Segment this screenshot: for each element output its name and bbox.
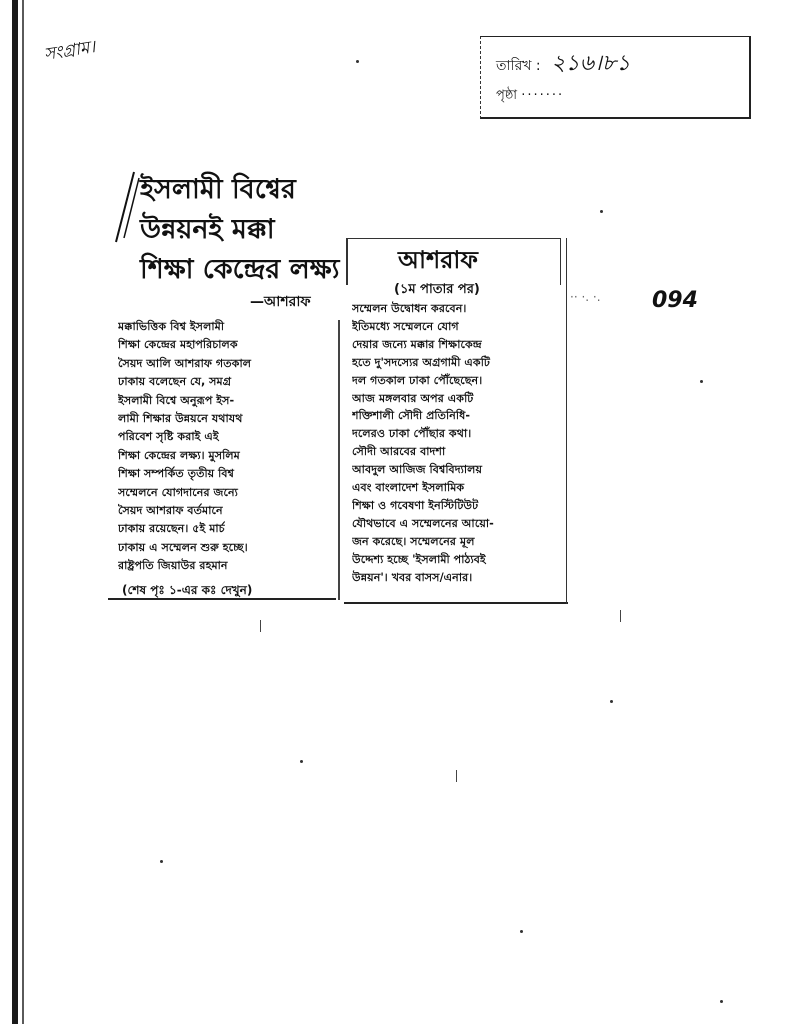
left-body-line: ঢাকায় বলেছেন যে, সমগ্র (118, 375, 232, 389)
left-body-line: ঢাকায় এ সম্মেলন শুরু হচ্ছে। (118, 540, 248, 554)
right-body-line: উন্নয়ন'। খবর বাসস/এনার। (352, 570, 473, 584)
right-body-line: শক্তিশালী সৌদী প্রতিনিধি- (352, 409, 471, 423)
right-article-body (352, 300, 558, 587)
headline-line-2: উন্নয়নই মক্কা (140, 214, 275, 245)
scan-speck (356, 60, 359, 63)
binding-edge (12, 0, 18, 1024)
right-body-line: সৌদী আরবের বাদশা (352, 445, 446, 459)
right-article-title: আশরাফ (398, 245, 478, 274)
scan-speck (700, 380, 703, 383)
page-row: পৃষ্ঠা ······· (496, 88, 565, 103)
right-clipping-bottom-rule (344, 602, 568, 604)
column-divider (338, 320, 340, 600)
page-label: পৃষ্ঠা (496, 88, 518, 103)
scan-speck (720, 1000, 723, 1003)
left-clipping-bottom-rule (108, 598, 336, 600)
headline-line-1: ইসলামী বিশ্বের (140, 174, 296, 205)
left-body-line: সম্মেলনে যোগদানের জন্যে (118, 485, 238, 499)
scan-speck (610, 700, 613, 703)
right-body-line: আজ মঙ্গলবার অপর একটি (352, 391, 474, 405)
right-body-line: দল গতকাল ঢাকা পৌঁছেছেন। (352, 373, 483, 387)
right-body-line: দেয়ার জন্যে মক্কার শিক্ষাকেন্দ্র (352, 337, 482, 351)
right-body-line: দলেরও ঢাকা পৌঁছার কথা। (352, 427, 472, 441)
left-body-line: শিক্ষা সম্পর্কিত তৃতীয় বিশ্ব (118, 467, 234, 481)
right-body-line: আবদুল আজিজ বিশ্ববিদ্যালয় (352, 463, 483, 477)
scan-speck (520, 930, 523, 933)
left-body-line: ইসলামী বিশ্বে অনুরূপ ইস- (118, 393, 235, 407)
handwritten-newspaper-label: সংগ্রাম। (42, 37, 97, 65)
scan-speck (300, 760, 303, 763)
date-row: তারিখ : ২১৬।৮১ (496, 51, 631, 76)
scan-scratch (620, 610, 621, 622)
left-body-line: সৈয়দ আলি আশরাফ গতকাল (118, 356, 252, 370)
right-body-line: হতে দু'সদস্যের অগ্রগামী একটি (352, 355, 490, 369)
left-body-line: মক্কাভিত্তিক বিশ্ব ইসলামী (118, 320, 225, 333)
right-body-line: ইতিমধ্যে সম্মেলনে যোগ (352, 319, 459, 333)
right-body-line: শিক্ষা ও গবেষণা ইনস্টিটিউট (352, 498, 479, 512)
left-body-line: লামী শিক্ষার উন্নয়নে যথাযথ (118, 412, 243, 426)
date-stamp-box (480, 36, 750, 118)
scan-speck (600, 210, 603, 213)
right-body-line: এবং বাংলাদেশ ইসলামিক (352, 481, 465, 495)
left-body-line: শিক্ষা কেন্দ্রের লক্ষ্য। মুসলিম (118, 448, 240, 462)
left-body-line: সৈয়দ আশরাফ বর্তমানে (118, 504, 223, 518)
binding-edge-shadow (22, 0, 24, 1024)
byline: —আশরাফ (250, 294, 311, 310)
right-body-line: উদ্দেশ্য হচ্ছে 'ইসলামী পাঠ্যবই (352, 552, 486, 566)
right-body-line: যৌথভাবে এ সম্মেলনের আয়ো- (352, 516, 494, 530)
continuation-note: (শেষ পৃঃ ১-এর কঃ দেখুন) (122, 583, 253, 597)
date-label: তারিখ (496, 58, 532, 74)
scan-speck (160, 860, 163, 863)
scan-scratch (456, 770, 457, 782)
left-body-line: পরিবেশ সৃষ্টি করাই এই (118, 430, 219, 444)
left-article-body (118, 318, 336, 576)
headline-line-3: শিক্ষা কেন্দ্রের লক্ষ্য (140, 254, 340, 285)
left-body-line: শিক্ষা কেন্দ্রের মহাপরিচালক (118, 338, 238, 352)
left-body-line: ঢাকায় রয়েছেন। ৫ই মার্চ (118, 522, 225, 536)
date-value: ২১৬।৮১ (551, 51, 631, 76)
right-body-line: সম্মেলন উদ্বোধন করবেন। (352, 302, 467, 315)
headline-slash-marks (112, 168, 140, 248)
scan-scratch (260, 620, 261, 632)
archive-page-number: 094 (652, 288, 698, 313)
archive-dots: ·· ·. ·. (570, 290, 601, 304)
right-article-subtitle: (১ম পাতার পর) (394, 282, 480, 297)
right-body-line: জন করেছে। সম্মেলনের মূল (352, 534, 475, 548)
left-body-line: রাষ্ট্রপতি জিয়াউর রহমান (118, 559, 228, 573)
right-clipping-side-rule (566, 238, 567, 604)
left-headline (140, 170, 348, 290)
